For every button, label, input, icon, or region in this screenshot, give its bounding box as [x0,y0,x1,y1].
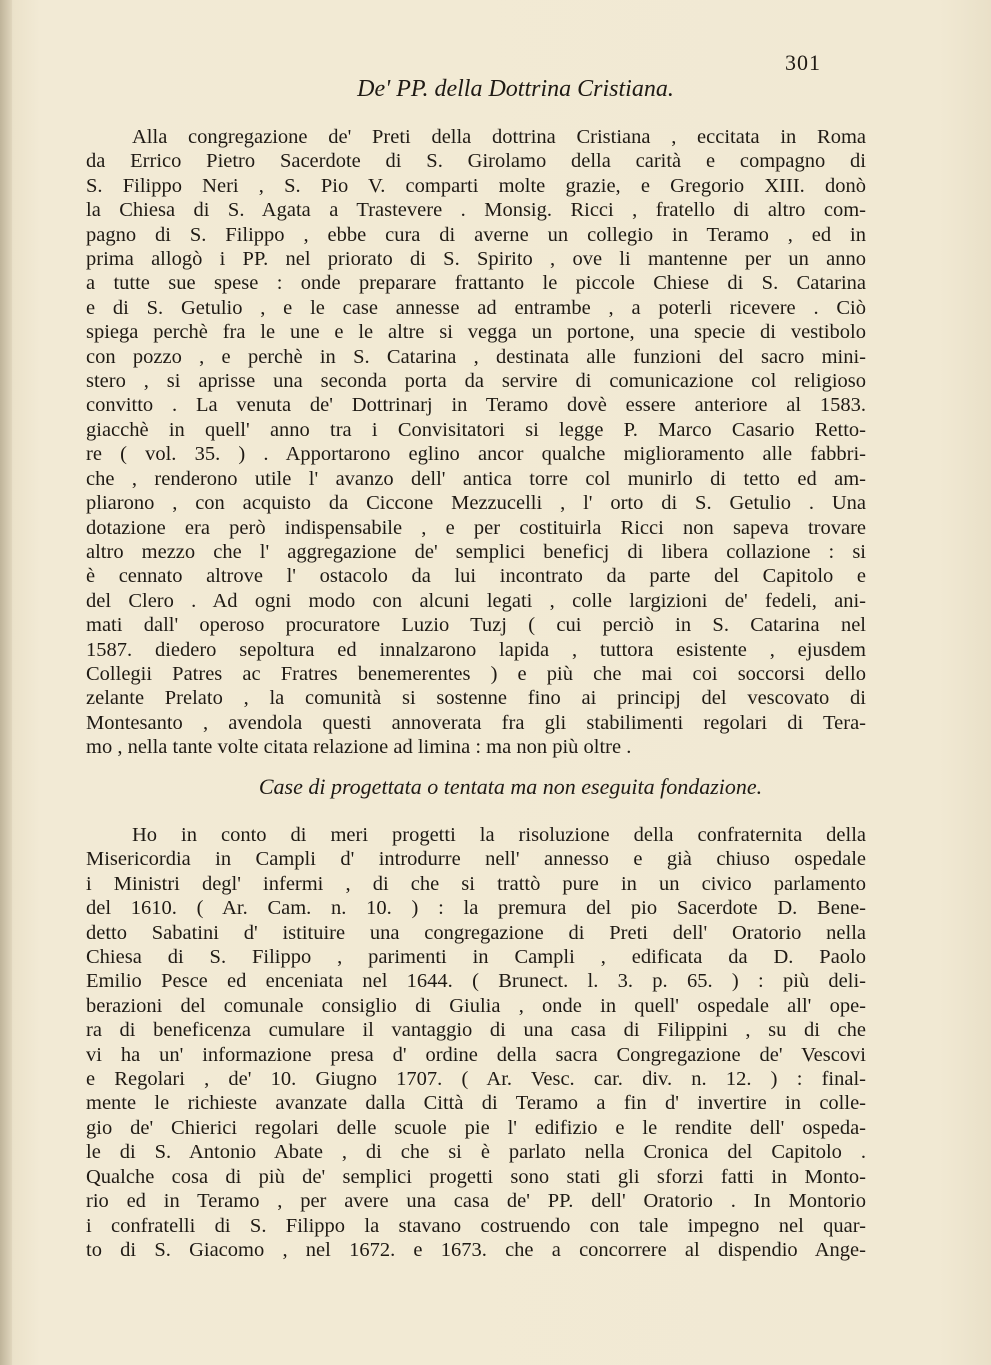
text-line: Ho in conto di meri progetti la risoluzione della confraternita della [132,824,866,846]
text-line: giacchè in quell' anno tra i Convisitatori si legge P. Marco Casario Retto- [86,418,866,441]
paragraph-progetti [86,823,866,1262]
text-line: Montesanto , avendola questi annoverata fra gli stabilimenti regolari di Tera- [86,711,866,734]
text-line: zelante Prelato , la comunità si sostenne fino ai principj del vescovato di [86,687,866,710]
text-line: che , renderono utile l' avanzo dell' antica torre col munirlo di tetto ed am- [86,467,866,490]
text-line: Misericordia in Campli d' introdurre nell' annesso e già chiuso ospedale [86,848,866,871]
text-line: mente le richieste avanzate dalla Città di Teramo a fin d' invertire in colle- [86,1092,866,1115]
text-line: altro mezzo che l' aggregazione de' semplici beneficj di libera collazione : si [86,540,866,563]
text-line: Qualche cosa di più de' semplici progetti sono stati gli sforzi fatti in Monto- [86,1165,866,1188]
text-line: e di S. Getulio , e le case annesse ad entrambe , a poterli ricevere . Ciò [86,296,866,319]
text-line: e Regolari , de' 10. Giugno 1707. ( Ar. Vesc. car. div. n. 12. ) : final- [86,1068,866,1091]
text-line: spiega perchè fra le une e le altre si vegga un portone, una specie di vestibolo [86,321,866,344]
text-line: mati dall' operoso procuratore Luzio Tuzj ( cui perciò in S. Catarina nel [86,614,866,637]
text-line: berazioni del comunale consiglio di Giulia , onde in quell' ospedale all' ope- [86,994,866,1017]
text-line: Alla congregazione de' Preti della dottrina Cristiana , eccitata in Roma [132,126,866,148]
text-line: Emilio Pesce ed enceniata nel 1644. ( Brunect. l. 3. p. 65. ) : più deli- [86,970,866,993]
text-line: Collegii Patres ac Fratres benemerentes ) e più che mai coi soccorsi dello [86,662,866,685]
text-line: è cennato altrove l' ostacolo da lui incontrato da parte del Capitolo e [86,565,866,588]
text-line: mo , nella tante volte citata relazione ad limina : ma non più oltre . [86,736,632,759]
text-line: con pozzo , e perchè in S. Catarina , destinata alle funzioni del sacro mini- [86,345,866,368]
text-line: pliarono , con acquisto da Ciccone Mezzucelli , l' orto di S. Getulio . Una [86,492,866,515]
text-line: da Errico Pietro Sacerdote di S. Girolamo della carità e compagno di [86,150,866,173]
page-number: 301 [785,50,821,75]
paragraph-dottrinari [86,125,866,760]
text-line: stero , si aprisse una seconda porta da servire di comunicazione col religioso [86,370,866,393]
text-line: convitto . La venuta de' Dottrinarj in Teramo dovè essere anteriore al 1583. [86,394,866,417]
text-line: Chiesa di S. Filippo , parimenti in Campli , edificata da D. Paolo [86,946,866,969]
text-line: 1587. diedero sepoltura ed innalzarono lapida , tuttora esistente , ejusdem [86,638,866,661]
text-line: detto Sabatini d' istituire una congregazione di Preti dell' Oratorio nella [86,921,866,944]
page-gutter-shadow [0,0,12,1365]
text-line: ra di beneficenza cumulare il vantaggio di una casa di Filippini , su di che [86,1019,866,1042]
section-heading: Case di progettata o tentata ma non eseguita fondazione. [258,774,763,799]
text-line: to di S. Giacomo , nel 1672. e 1673. che a concorrere al dispendio Ange- [86,1238,866,1261]
text-line: del Clero . Ad ogni modo con alcuni legati , colle largizioni de' fedeli, ani- [86,589,866,612]
text-line: rio ed in Teramo , per avere una casa de' PP. dell' Oratorio . In Montorio [86,1190,866,1213]
text-line: vi ha un' informazione presa d' ordine della sacra Congregazione de' Vescovi [86,1043,866,1066]
text-line: dotazione era però indispensabile , e per costituirla Ricci non sapeva trovare [86,516,866,539]
text-line: a tutte sue spese : onde preparare frattanto le piccole Chiese di S. Catarina [86,272,866,295]
text-line: i confratelli di S. Filippo la stavano costruendo con tale impegno nel quar- [86,1214,866,1237]
text-line: la Chiesa di S. Agata a Trastevere . Monsig. Ricci , fratello di altro com- [86,199,866,222]
text-line: S. Filippo Neri , S. Pio V. comparti molte grazie, e Gregorio XIII. donò [86,174,866,197]
text-line: del 1610. ( Ar. Cam. n. 10. ) : la premura del pio Sacerdote D. Bene- [86,897,866,920]
text-line: i Ministri degl' infermi , di che si trattò pure in un civico parlamento [86,872,866,895]
text-line: re ( vol. 35. ) . Apportarono eglino ancor qualche miglioramento alle fabbri- [86,443,866,466]
text-line: gio de' Chierici regolari delle scuole pie l' edifizio e le rendite dell' ospeda- [86,1116,866,1139]
running-head: De' PP. della Dottrina Cristiana. [357,76,674,102]
text-line: prima allogò i PP. nel priorato di S. Spirito , ove li mantenne per un anno [86,248,866,271]
text-line: pagno di S. Filippo , ebbe cura di averne un collegio in Teramo , ed in [86,223,866,246]
text-line: le di S. Antonio Abate , di che si è parlato nella Cronica del Capitolo . [86,1141,866,1164]
